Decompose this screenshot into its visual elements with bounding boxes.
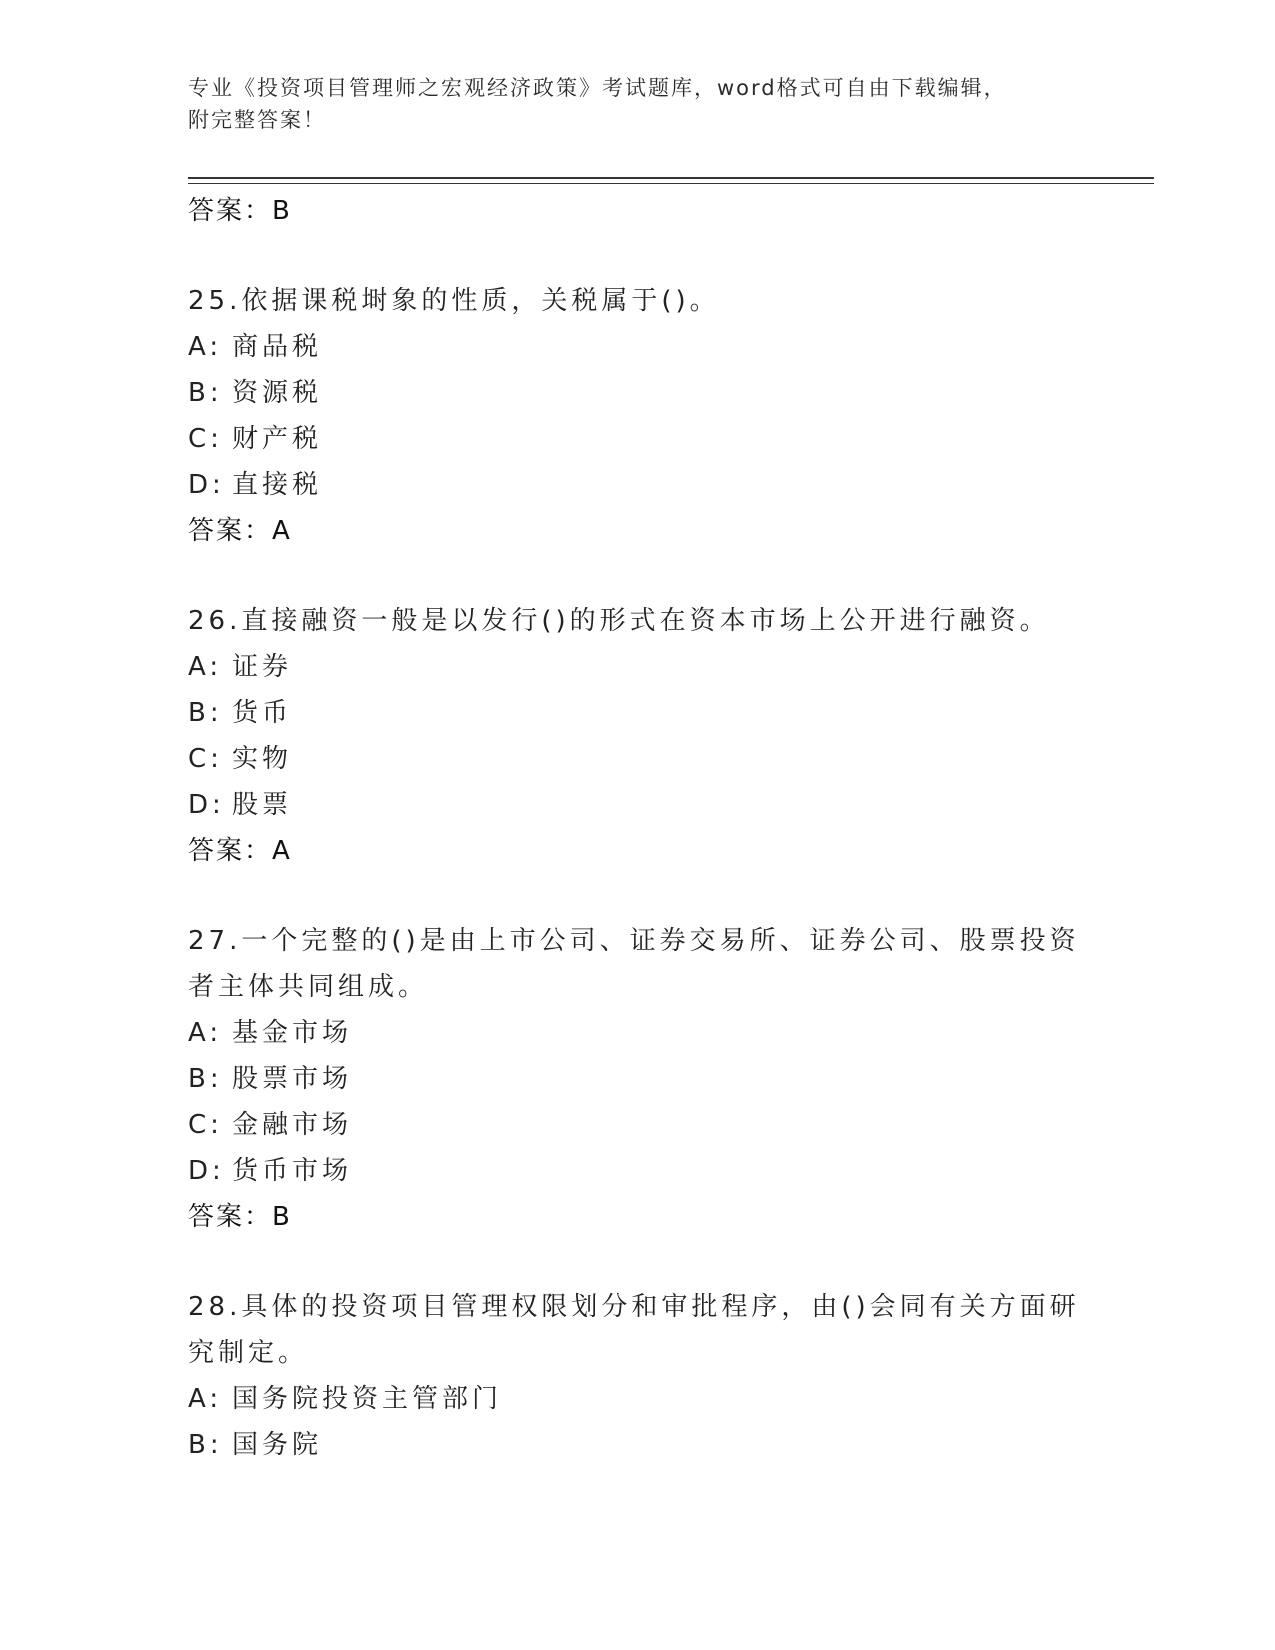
header-line-2: 附完整答案！	[188, 108, 326, 132]
option-a	[188, 324, 1088, 370]
option-c	[188, 736, 1088, 782]
option-text: 直接税	[232, 470, 323, 500]
option-text: 股票	[232, 790, 293, 820]
option-text: 资源税	[232, 378, 323, 408]
question-stem: 27.一个完整的()是由上市公司、证券交易所、证券公司、股票投资者主体共同组成。	[188, 926, 1080, 1002]
spacer	[188, 554, 1088, 598]
answer-line: 答案：B	[188, 1202, 292, 1232]
option-letter: D:	[188, 790, 225, 820]
option-text: 商品税	[232, 332, 323, 362]
option-b	[188, 690, 1088, 736]
option-letter: B:	[188, 1064, 223, 1094]
option-text: 实物	[232, 744, 293, 774]
option-c	[188, 1102, 1088, 1148]
option-text: 金融市场	[232, 1110, 353, 1140]
option-text: 货币	[232, 698, 293, 728]
answer-line: 答案：A	[188, 836, 292, 866]
option-letter: D:	[188, 470, 225, 500]
option-b	[188, 1422, 1088, 1468]
spacer	[188, 1240, 1088, 1284]
option-a	[188, 1376, 1088, 1422]
option-letter: B:	[188, 1430, 223, 1460]
option-letter: A:	[188, 1018, 223, 1048]
option-letter: A:	[188, 652, 223, 682]
question-block-25	[188, 278, 1088, 554]
option-b	[188, 1056, 1088, 1102]
question-block-27	[188, 918, 1088, 1240]
answer-line: 答案：A	[188, 516, 292, 546]
option-d	[188, 1148, 1088, 1194]
option-a	[188, 1010, 1088, 1056]
option-letter: C:	[188, 424, 223, 454]
option-letter: C:	[188, 744, 223, 774]
option-text: 国务院	[232, 1430, 323, 1460]
option-letter: B:	[188, 378, 223, 408]
option-c	[188, 416, 1088, 462]
option-text: 证券	[232, 652, 293, 682]
option-text: 股票市场	[232, 1064, 353, 1094]
question-stem: 26.直接融资一般是以发行()的形式在资本市场上公开进行融资。	[188, 606, 1050, 636]
option-letter: A:	[188, 332, 223, 362]
header-line-1: 专业《投资项目管理师之宏观经济政策》考试题库，word格式可自由下载编辑，	[188, 76, 1007, 100]
page-header	[188, 72, 1088, 136]
header-divider-thick	[188, 177, 1154, 179]
spacer	[188, 874, 1088, 918]
option-d	[188, 782, 1088, 828]
question-block-26	[188, 598, 1088, 874]
option-b	[188, 370, 1088, 416]
option-text: 货币市场	[232, 1156, 353, 1186]
option-text: 基金市场	[232, 1018, 353, 1048]
option-letter: D:	[188, 1156, 225, 1186]
option-letter: A:	[188, 1384, 223, 1414]
option-letter: C:	[188, 1110, 223, 1140]
question-stem: 28.具体的投资项目管理权限划分和审批程序，由()会同有关方面研究制定。	[188, 1292, 1080, 1368]
spacer	[188, 234, 1088, 278]
option-text: 财产税	[232, 424, 323, 454]
question-stem: 25.依据课税埘象的性质，关税属于()。	[188, 286, 720, 316]
header-divider-thin	[188, 183, 1154, 184]
question-block-28	[188, 1284, 1088, 1468]
option-letter: B:	[188, 698, 223, 728]
option-d	[188, 462, 1088, 508]
question-list	[188, 188, 1088, 1468]
option-text: 国务院投资主管部门	[232, 1384, 503, 1414]
answer-previous: 答案：B	[188, 196, 292, 226]
option-a	[188, 644, 1088, 690]
